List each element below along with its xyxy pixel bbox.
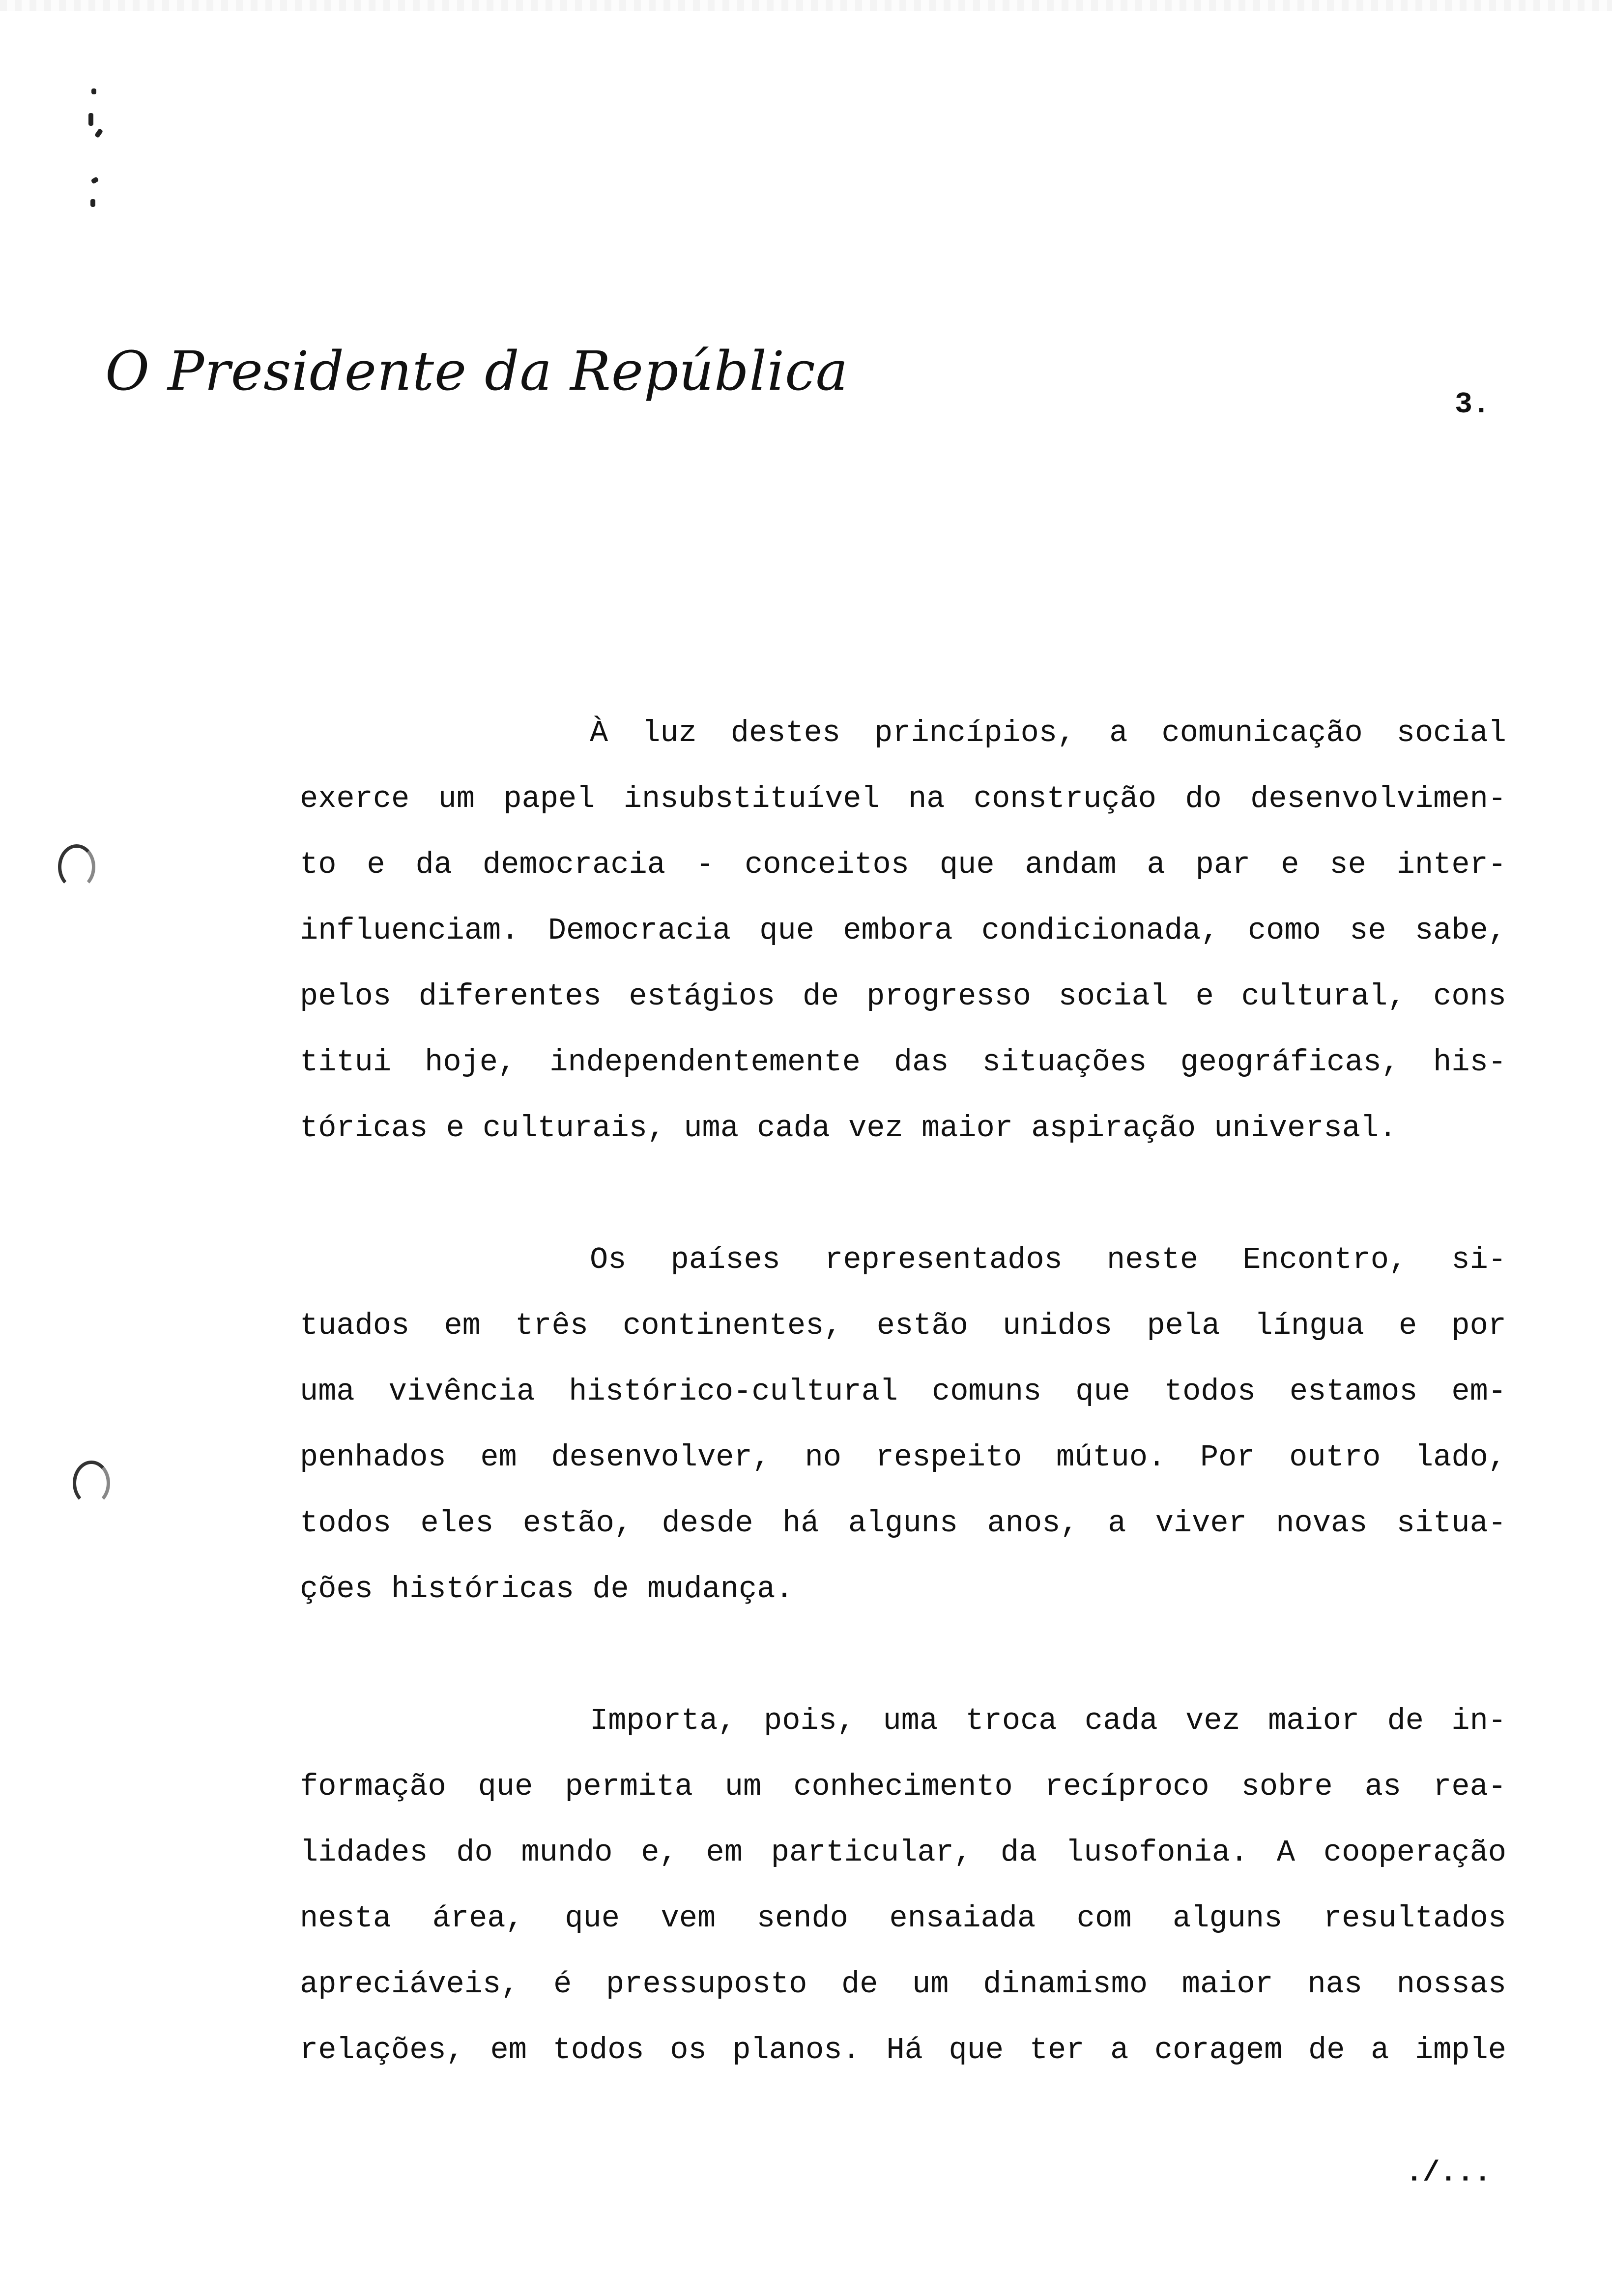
ink-mark bbox=[88, 113, 93, 126]
ink-mark bbox=[91, 88, 96, 94]
paragraph-gap bbox=[300, 1161, 1506, 1227]
text-line: tóricas e culturais, uma cada vez maior aspiração universal. bbox=[300, 1111, 1397, 1146]
punch-hole bbox=[73, 1461, 110, 1506]
paragraph-gap bbox=[300, 1622, 1506, 1688]
text-line: pelos diferentes estágios de progresso social e cultural, cons bbox=[300, 979, 1506, 1014]
punch-hole bbox=[58, 844, 95, 890]
continuation-mark: ./... bbox=[1406, 2157, 1492, 2189]
text-line: tuados em três continentes, estão unidos pela língua e por bbox=[300, 1308, 1506, 1343]
ink-mark bbox=[90, 199, 95, 207]
scan-edge-artifact bbox=[0, 0, 1612, 11]
document-body bbox=[300, 700, 1506, 2083]
text-line: titui hoje, independentemente das situações geográficas, his- bbox=[300, 1045, 1506, 1080]
text-line: ções históricas de mudança. bbox=[300, 1572, 794, 1607]
text-line: exerce um papel insubstituível na construção do desenvolvimen- bbox=[300, 781, 1506, 816]
text-line: penhados em desenvolver, no respeito mútuo. Por outro lado, bbox=[300, 1440, 1506, 1475]
text-line: Os países representados neste Encontro, si- bbox=[590, 1242, 1506, 1277]
text-line: todos eles estão, desde há alguns anos, a viver novas situa- bbox=[300, 1506, 1506, 1541]
text-line: apreciáveis, é pressuposto de um dinamismo maior nas nossas bbox=[300, 1967, 1506, 2002]
ink-mark bbox=[94, 128, 104, 138]
text-line: influenciam. Democracia que embora condicionada, como se sabe, bbox=[300, 913, 1506, 948]
text-line: formação que permita um conhecimento recíproco sobre as rea- bbox=[300, 1769, 1506, 1804]
text-line: À luz destes princípios, a comunicação social bbox=[590, 716, 1506, 750]
text-line: to e da democracia - conceitos que andam a par e se inter- bbox=[300, 847, 1506, 882]
text-line: relações, em todos os planos. Há que ter a coragem de a imple bbox=[300, 2033, 1506, 2067]
text-line: nesta área, que vem sendo ensaiada com alguns resultados bbox=[300, 1901, 1506, 1936]
text-line: Importa, pois, uma troca cada vez maior de in- bbox=[590, 1703, 1506, 1738]
page-number: 3. bbox=[1455, 388, 1491, 422]
ink-mark bbox=[90, 176, 99, 184]
letterhead-title: O Presidente da República bbox=[105, 340, 849, 402]
text-line: uma vivência histórico-cultural comuns que todos estamos em- bbox=[300, 1374, 1506, 1409]
text-line: lidades do mundo e, em particular, da lusofonia. A cooperação bbox=[300, 1835, 1506, 1870]
